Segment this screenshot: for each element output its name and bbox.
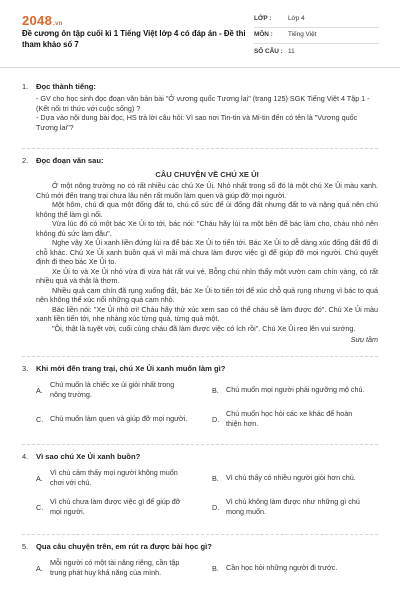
answer-option-a[interactable] — [36, 558, 202, 579]
question-count-label: SỐ CÂU : — [254, 47, 283, 55]
story-paragraph: Nghe vậy Xe Ủi xanh liền đứng lùi ra để bác Xe Ủi to tiến tới. Bác Xe Ủi to dễ dàng xúc đống đất đổ đi chỗ khác. Chú Xe Ủi xanh buồn quá vì mãi mà chưa làm được việc gì để giúp đỡ mọi người. Chú quyết định đi theo bác Xe Ủi to. — [36, 238, 378, 267]
subject-label: MÔN : — [254, 31, 273, 39]
option-text: Chú muốn là chiếc xe ủi giỏi nhất trong nông trường. — [50, 380, 175, 400]
option-text: Cần học hỏi những người đi trước. — [226, 563, 338, 573]
story-paragraph: Nhiều quả cam chín đã rụng xuống đất, bác Xe Ủi to tiến tới để xúc chỗ quả rụng nhưng vì bác to quá nên không thể xúc nổi những quả cam nhỏ. — [36, 285, 378, 305]
option-text: Vì chú cảm thấy mọi người không muốn chơi với chú. — [50, 468, 178, 488]
question-title: Đọc thành tiếng: — [36, 82, 96, 91]
document-header — [0, 0, 400, 68]
answer-option-c[interactable] — [36, 497, 202, 518]
option-letter: C. — [36, 502, 44, 512]
grade-label: LỚP : — [254, 15, 272, 23]
option-text: Chú muốn làm quen và giúp đỡ mọi người. — [50, 414, 188, 424]
divider — [22, 148, 378, 149]
meta-row-subject — [254, 28, 379, 44]
option-text: Chú muốn học hỏi các xe khác để hoàn thiện hơn. — [226, 408, 353, 429]
option-text: Mỗi người có một tài năng riêng, cần tập trung phát huy khả năng của mình. — [50, 558, 180, 578]
answer-option-d[interactable] — [212, 497, 378, 518]
option-text: Vì chú không làm được như những gì chú mong muốn. — [226, 496, 360, 517]
story-paragraph: Vừa lúc đó có một bác Xe Ủi to tới, bác nói: "Cháu hãy lùi ra một bên để bác làm cho, cháu nhỏ nên không đủ sức làm đâu". — [36, 219, 378, 238]
document-title: Đề cương ôn tập cuối kì 1 Tiếng Việt lớp 4 có đáp án - Đề thi tham khảo số 7 — [22, 29, 246, 49]
option-letter: A. — [36, 563, 43, 573]
question-number: 5. — [22, 542, 29, 551]
question-title: Vì sao chú Xe Ủi xanh buồn? — [36, 452, 141, 461]
question-text-line: - Dựa vào nội dung bài đọc, HS trả lời câu hỏi: Vì sao nơi Tin-tin và Mi-tin đến có tên là "Vương quốc Tương lai"? — [36, 113, 358, 132]
divider — [22, 444, 378, 445]
option-letter: B. — [212, 385, 219, 395]
answer-options — [36, 380, 378, 430]
answer-options — [36, 468, 378, 518]
answer-option-a[interactable] — [36, 468, 202, 489]
story-paragraph: Bác liền nói: "Xe Ủi nhỏ ơi! Cháu hãy thử xúc xem sao có thể cháu sẽ làm được đó". Chú Xe Ủi màu xanh liền tiến tới, nhẹ nhàng xúc từng quả, từng quả một. — [36, 304, 378, 324]
question-count-value: 11 — [288, 47, 295, 55]
story-paragraph: Xe Ủi to và Xe Ủi nhỏ vừa đi vừa hát rất vui vẻ. Bỗng chú nhìn thấy một vườn cam chín vàng, có rất nhiều quả và thật là thơm. — [36, 266, 378, 286]
story-title: CÂU CHUYỆN VỀ CHÚ XE ỦI — [155, 170, 259, 180]
question-title: Đọc đoạn văn sau: — [36, 156, 104, 165]
question-5 — [22, 542, 378, 579]
question-text-line: - GV cho học sinh đọc đoạn văn bản bài "Ở vương quốc Tương lai" (trang 125) SGK Tiếng Việt 4 Tập 1 - (Kết nối tri thức với cuộc sống) ? — [36, 94, 370, 113]
question-number: 4. — [22, 452, 29, 461]
meta-table — [254, 12, 379, 60]
divider — [22, 534, 378, 535]
story-paragraph: "Ôi, thật là tuyệt vời, cuối cùng cháu đã làm được việc có ích rồi". Chú Xe Ủi reo lên vui sướng. — [52, 323, 356, 333]
answer-options — [36, 558, 378, 579]
story-passage — [36, 170, 378, 345]
option-text: Chú muốn mọi người phải ngưỡng mộ chú. — [226, 385, 365, 395]
question-number: 3. — [22, 364, 29, 373]
logo-text: 2048 — [22, 13, 53, 28]
question-title: Khi mới đến trang trại, chú Xe Ủi xanh muốn làm gì? — [36, 364, 226, 373]
option-letter: A. — [36, 385, 43, 395]
logo-suffix: .vn — [53, 21, 63, 27]
question-2 — [22, 156, 378, 345]
story-source: Sưu tầm — [350, 335, 378, 345]
option-letter: A. — [36, 473, 43, 483]
question-number: 2. — [22, 156, 29, 165]
story-paragraph: Ở một nông trường nọ có rất nhiều các chú Xe Ủi. Nhỏ nhất trong số đó là một chú Xe Ủi màu xanh. Chú mới đến trang trại chưa lâu nên rất muốn làm quen và giúp đỡ mọi người. — [36, 181, 378, 200]
question-number: 1. — [22, 82, 29, 91]
question-3 — [22, 364, 378, 430]
question-4 — [22, 452, 378, 518]
answer-option-a[interactable] — [36, 380, 202, 401]
option-letter: D. — [212, 414, 220, 424]
subject-value: Tiếng Việt — [288, 31, 317, 39]
question-title: Qua câu chuyện trên, em rút ra được bài học gì? — [36, 542, 212, 551]
meta-row-count — [254, 44, 379, 60]
option-letter: B. — [212, 473, 219, 483]
option-letter: B. — [212, 563, 219, 573]
answer-option-c[interactable] — [36, 409, 202, 430]
question-1 — [22, 82, 378, 132]
divider — [22, 356, 378, 357]
site-logo[interactable] — [22, 12, 63, 29]
option-letter: D. — [212, 502, 220, 512]
story-paragraph: Một hôm, chú đi qua một đống đất to, chú cố sức để ủi đống đất nhưng đất to và nặng quá nên chú không thể làm gì nổi. — [36, 200, 378, 219]
option-text: Vì chú thấy có nhiều người giỏi hơn chú. — [226, 473, 356, 483]
answer-option-b[interactable] — [212, 380, 378, 401]
grade-value: Lớp 4 — [288, 15, 305, 23]
answer-option-b[interactable] — [212, 558, 378, 579]
meta-row-grade — [254, 12, 379, 28]
answer-option-b[interactable] — [212, 468, 378, 489]
option-letter: C. — [36, 414, 44, 424]
option-text: Vì chú chưa làm được việc gì để giúp đỡ mọi người. — [50, 496, 181, 517]
answer-option-d[interactable] — [212, 409, 378, 430]
